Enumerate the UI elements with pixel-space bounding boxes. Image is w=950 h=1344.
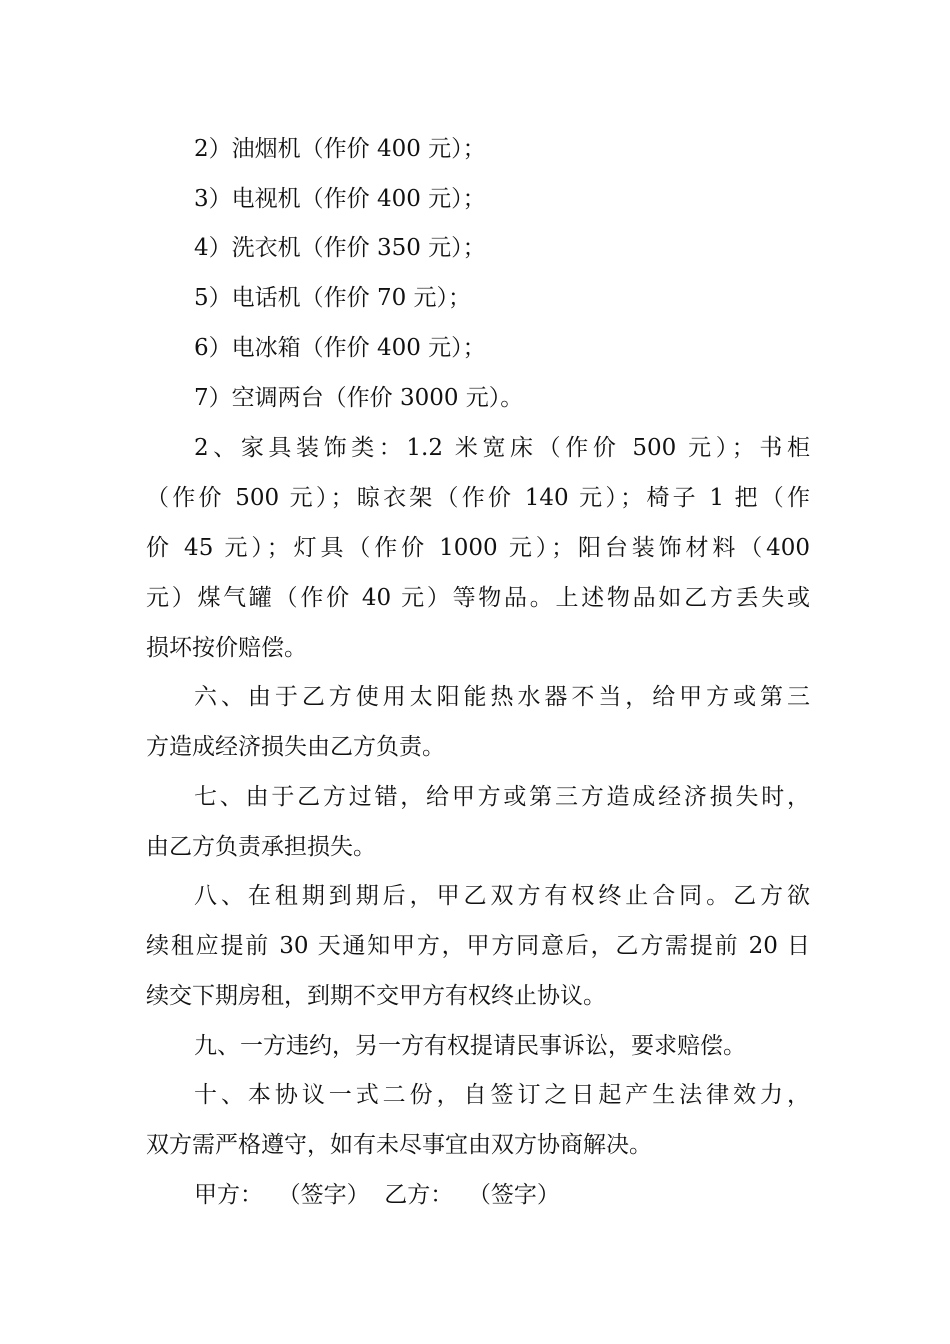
clause-eight-line: 续交下期房租，到期不交甲方有权终止协议。 <box>146 983 606 1009</box>
appliance-item: 3）电视机（作价 400 元）； <box>194 186 486 212</box>
clause-six-line: 六、由于乙方使用太阳能热水器不当，给甲方或第三 <box>194 684 810 710</box>
appliance-item: 6）电冰箱（作价 400 元）； <box>194 335 486 361</box>
appliance-item: 7）空调两台（作价 3000 元）。 <box>194 385 524 411</box>
clause-six-line: 方造成经济损失由乙方负责。 <box>146 734 445 760</box>
clause-ten-line: 十、本协议一式二份，自签订之日起产生法律效力， <box>194 1082 810 1108</box>
furniture-line: （作价 500 元）；晾衣架（作价 140 元）；椅子 1 把（作 <box>146 485 810 511</box>
furniture-line: 损坏按价赔偿。 <box>146 635 307 661</box>
appliance-item: 2）油烟机（作价 400 元）； <box>194 136 486 162</box>
furniture-line: 2、家具装饰类：1.2 米宽床（作价 500 元）；书柜 <box>194 435 810 461</box>
clause-nine-line: 九、一方违约，另一方有权提请民事诉讼，要求赔偿。 <box>194 1033 746 1059</box>
appliance-item: 5）电话机（作价 70 元）； <box>194 285 472 311</box>
clause-eight-line: 八、在租期到期后，甲乙双方有权终止合同。乙方欲 <box>194 883 810 909</box>
clause-seven-line: 七、由于乙方过错，给甲方或第三方造成经济损失时， <box>194 784 810 810</box>
clause-eight-line: 续租应提前 30 天通知甲方，甲方同意后，乙方需提前 20 日 <box>146 933 810 959</box>
furniture-line: 价 45 元）；灯具（作价 1000 元）；阳台装饰材料（400 <box>146 535 810 561</box>
appliance-item: 4）洗衣机（作价 350 元）； <box>194 235 486 261</box>
clause-seven-line: 由乙方负责承担损失。 <box>146 834 376 860</box>
furniture-line: 元）煤气罐（作价 40 元）等物品。上述物品如乙方丢失或 <box>146 585 810 611</box>
signature-line: 甲方： （签字） 乙方： （签字） <box>194 1182 560 1208</box>
clause-ten-line: 双方需严格遵守，如有未尽事宜由双方协商解决。 <box>146 1132 652 1158</box>
